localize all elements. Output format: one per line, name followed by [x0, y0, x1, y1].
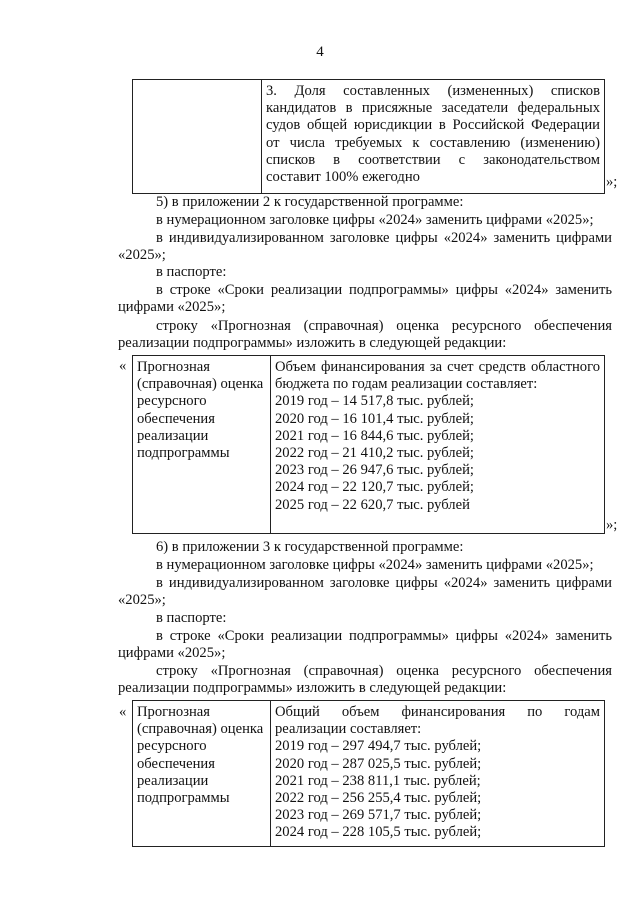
item-5-numbering-header: в нумерационном заголовке цифры «2024» заменить цифрами «2025»;	[156, 212, 594, 228]
financing-intro: Общий объем финансирования по годам реализации составляет:	[275, 704, 600, 738]
item-6-passport: в паспорте:	[156, 610, 227, 626]
year-row: 2024 год – 22 120,7 тыс. рублей;	[275, 479, 474, 496]
table-indicator-text: 3. Доля составленных (измененных) списков кандидатов в присяжные заседатели федеральных судов общей юрисдикции в Российской Федерации от числа требуемых к составлению (изменению) списков в соответствии с законодательством составит 100% ежегодно	[262, 80, 605, 194]
financing-years	[275, 393, 600, 513]
item-5-forecast-row: строку «Прогнозная (справочная) оценка ресурсного обеспечения реализации подпрограммы» изложить в следующей редакции:	[118, 318, 612, 352]
year-row: 2020 год – 16 101,4 тыс. рублей;	[275, 410, 474, 427]
opening-quote: «	[119, 704, 127, 720]
item-5-term-row: в строке «Сроки реализации подпрограммы» цифры «2024» заменить цифрами «2025»;	[118, 282, 612, 316]
financing-intro: Объем финансирования за счет средств областного бюджета по годам реализации составляет:	[275, 359, 600, 393]
item-6-forecast-row: строку «Прогнозная (справочная) оценка ресурсного обеспечения реализации подпрограммы» изложить в следующей редакции:	[118, 663, 612, 697]
table-right-cell	[271, 701, 605, 847]
year-row: 2024 год – 228 105,5 тыс. рублей;	[275, 824, 482, 841]
item-5-individual-header: в индивидуализированном заголовке цифры «2024» заменить цифрами «2025»;	[118, 230, 612, 264]
year-row: 2020 год – 287 025,5 тыс. рублей;	[275, 755, 482, 772]
year-row: 2025 год – 22 620,7 тыс. рублей	[275, 496, 470, 513]
item-6-term-row: в строке «Сроки реализации подпрограммы» цифры «2024» заменить цифрами «2025»;	[118, 628, 612, 662]
year-row: 2022 год – 21 410,2 тыс. рублей;	[275, 445, 474, 462]
year-row: 2021 год – 238 811,1 тыс. рублей;	[275, 772, 481, 789]
table-left-cell: Прогнозная (справочная) оценка ресурсного обеспечения реализации подпрограммы	[133, 356, 271, 534]
table-financing-app2	[132, 355, 605, 534]
page-number: 4	[316, 44, 324, 60]
closing-quote: »;	[606, 174, 618, 190]
item-6-heading: 6) в приложении 3 к государственной программе:	[156, 539, 464, 555]
opening-quote: «	[119, 358, 127, 374]
year-row: 2023 год – 269 571,7 тыс. рублей;	[275, 807, 482, 824]
year-row: 2021 год – 16 844,6 тыс. рублей;	[275, 427, 474, 444]
table-empty-cell	[133, 80, 262, 194]
item-5-passport: в паспорте:	[156, 264, 227, 280]
table-left-cell: Прогнозная (справочная) оценка ресурсного обеспечения реализации подпрограммы	[133, 701, 271, 847]
year-row: 2019 год – 297 494,7 тыс. рублей;	[275, 738, 482, 755]
item-5-heading: 5) в приложении 2 к государственной программе:	[156, 194, 464, 210]
table-financing-app3	[132, 700, 605, 847]
year-row: 2019 год – 14 517,8 тыс. рублей;	[275, 393, 474, 410]
year-row: 2022 год – 256 255,4 тыс. рублей;	[275, 790, 482, 807]
year-row: 2023 год – 26 947,6 тыс. рублей;	[275, 462, 474, 479]
item-6-individual-header: в индивидуализированном заголовке цифры «2024» заменить цифрами «2025»;	[118, 575, 612, 609]
financing-years	[275, 738, 600, 841]
table-right-cell	[271, 356, 605, 534]
item-6-numbering-header: в нумерационном заголовке цифры «2024» заменить цифрами «2025»;	[156, 557, 594, 573]
table-indicator	[132, 79, 605, 194]
closing-quote: »;	[606, 517, 618, 533]
